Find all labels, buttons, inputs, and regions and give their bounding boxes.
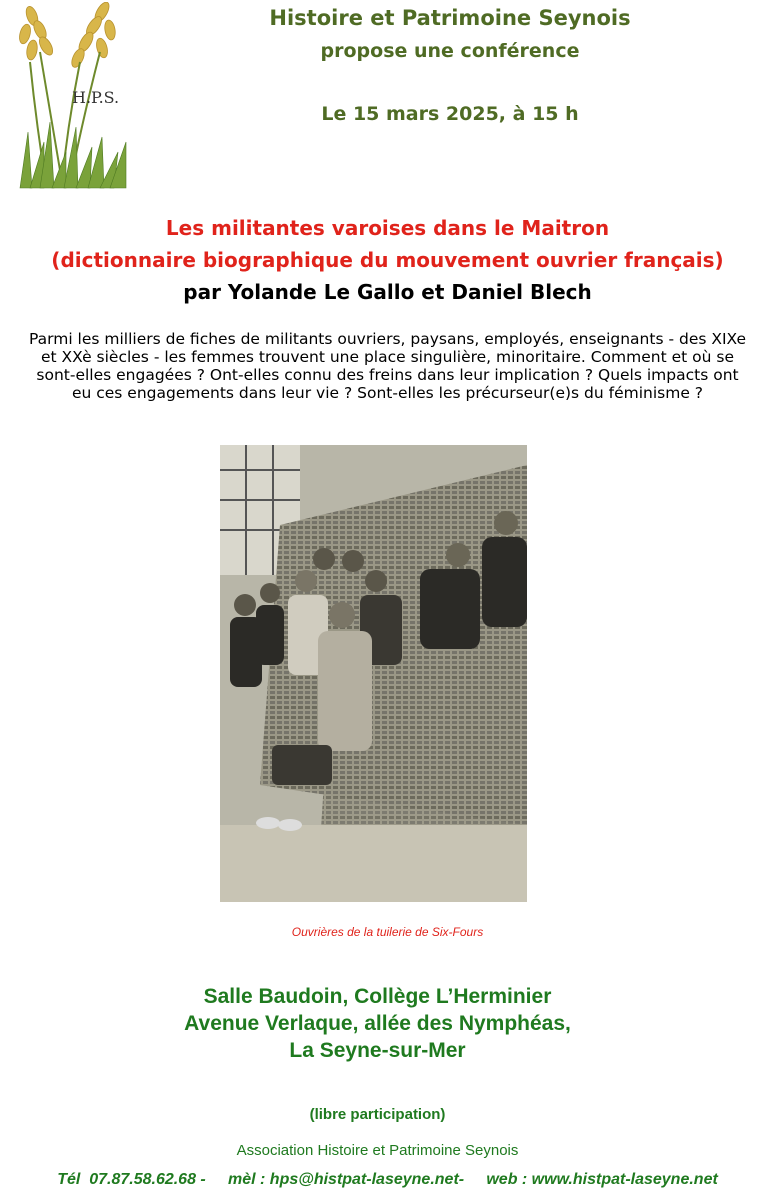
- description-line: sont-elles engagées ? Ont-elles connu des freins dans leur implication ? Quels impacts ont: [36, 366, 739, 384]
- description-line: et XXè siècles - les femmes trouvent une place singulière, minoritaire. Comment et où se: [40, 348, 734, 366]
- venue-line: Salle Baudoin, Collège L’Herminier: [203, 985, 552, 1008]
- web-link[interactable]: web : www.histpat-laseyne.net: [486, 1171, 718, 1188]
- venue-line: La Seyne-sur-Mer: [289, 1039, 466, 1062]
- description-line: eu ces engagements dans leur vie ? Sont-elles les précurseur(e)s du féminisme ?: [71, 384, 704, 402]
- photo-caption: Ouvrières de la tuilerie de Six-Fours: [291, 925, 484, 939]
- org-title: Histoire et Patrimoine Seynois: [269, 6, 631, 30]
- historic-photo: [220, 445, 527, 902]
- workers-photo-image: [220, 445, 527, 902]
- phone-text: Tél 07.87.58.62.68 -: [57, 1171, 206, 1188]
- talk-subtitle: (dictionnaire biographique du mouvement ouvrier français): [51, 248, 724, 272]
- description: [8, 330, 767, 402]
- logo-text: H.P.S.: [72, 88, 120, 107]
- speakers: par Yolande Le Gallo et Daniel Blech: [183, 280, 592, 304]
- email-link[interactable]: mèl : hps@histpat-laseyne.net-: [228, 1171, 465, 1188]
- talk-title: Les militantes varoises dans le Maitron: [165, 216, 610, 240]
- contact-line: [0, 1171, 775, 1189]
- hps-logo: [10, 2, 136, 190]
- association-name: Association Histoire et Patrimoine Seynois: [236, 1142, 519, 1159]
- conference-subtitle: propose une conférence: [320, 40, 580, 62]
- description-line: Parmi les milliers de fiches de militants ouvriers, paysans, employés, enseignants - des XIXe: [28, 330, 747, 348]
- participation-note: (libre participation): [309, 1106, 446, 1123]
- event-date: Le 15 mars 2025, à 15 h: [321, 103, 579, 125]
- venue-line: Avenue Verlaque, allée des Nymphéas,: [184, 1012, 571, 1035]
